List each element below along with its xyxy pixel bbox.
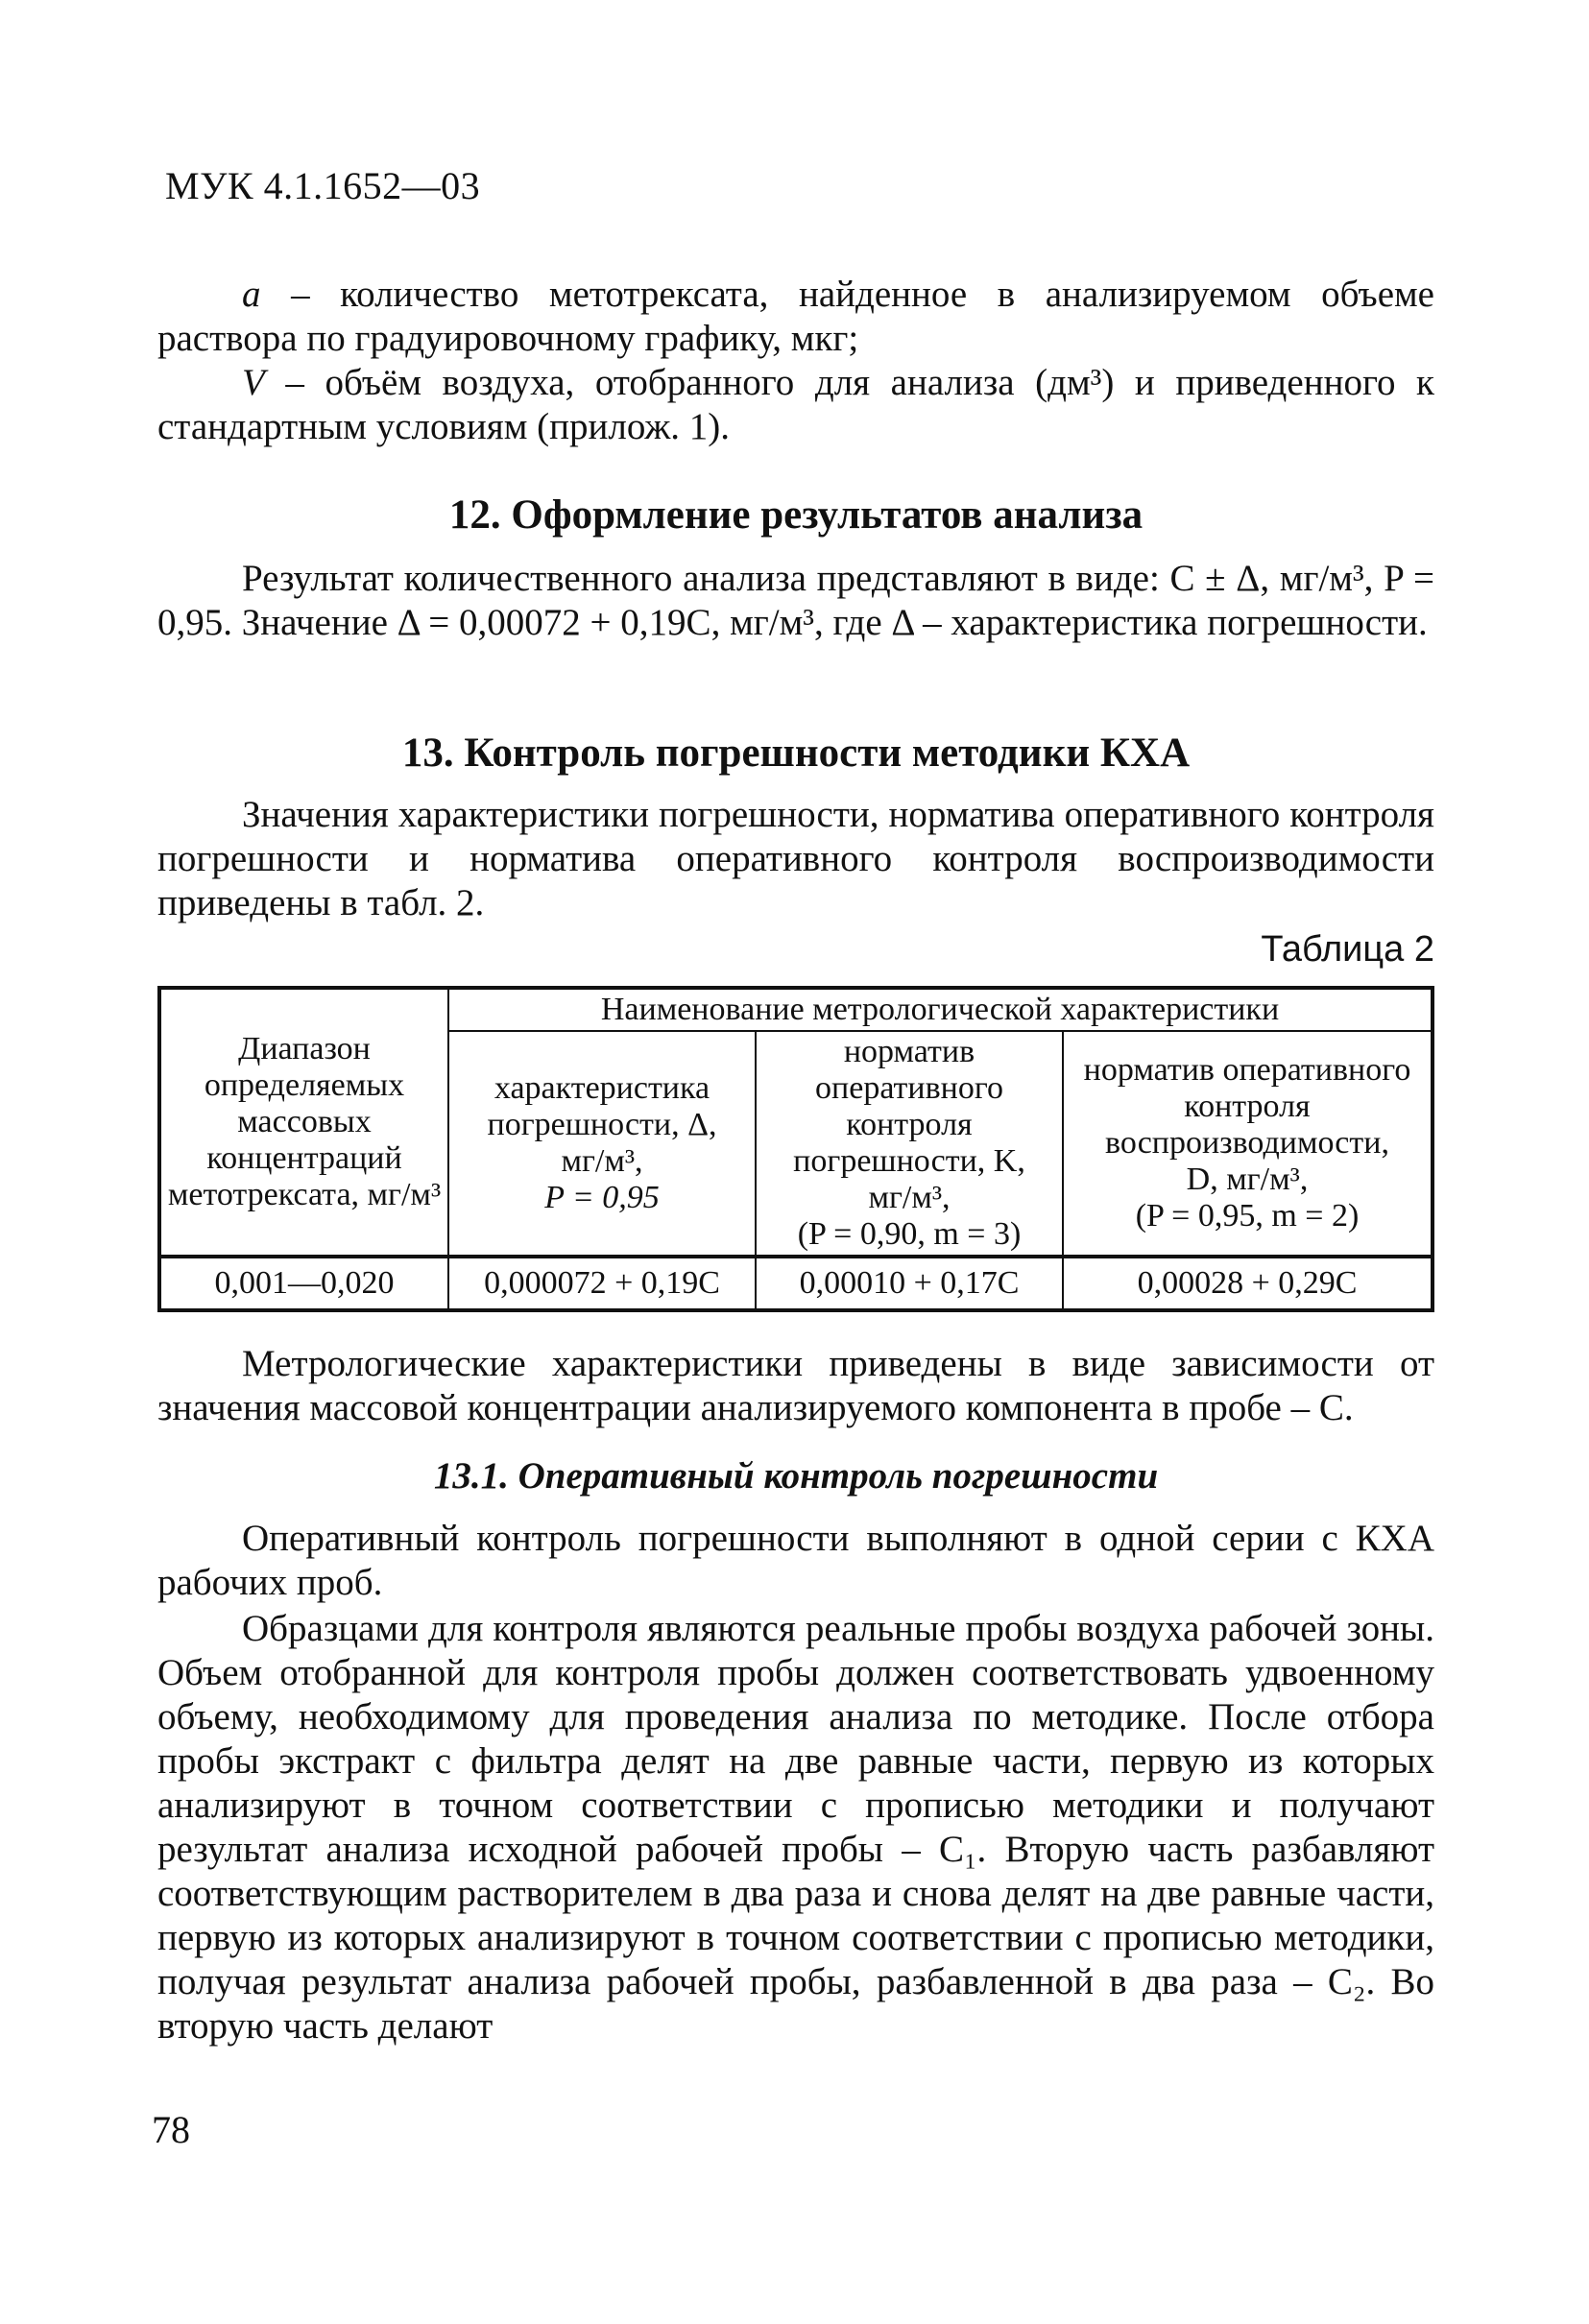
definition-a bbox=[157, 273, 1434, 361]
header-control-label: норматив оперативного контроля погрешности, K, bbox=[793, 1034, 1025, 1179]
cell-repro: 0,00028 + 0,29C bbox=[1063, 1257, 1433, 1310]
header-repro-prob: (P = 0,95, m = 2) bbox=[1135, 1198, 1360, 1234]
definitions-block bbox=[157, 273, 1434, 449]
header-error-characteristic bbox=[448, 1031, 756, 1257]
table-row bbox=[159, 1257, 1433, 1310]
section-12-paragraph: Результат количественного анализа представляют в виде: C ± Δ, мг/м³, P = 0,95. Значение Δ = 0,00072 + 0,19C, мг/м³, где Δ – характеристика погрешности. bbox=[157, 558, 1434, 643]
header-repro-unit: D, мг/м³, bbox=[1186, 1162, 1309, 1197]
header-error-label: характеристика погрешности, Δ, bbox=[487, 1070, 717, 1142]
section-12-heading: 12. Оформление результатов анализа bbox=[448, 492, 1144, 538]
cell-range: 0,001—0,020 bbox=[159, 1257, 448, 1310]
table-note-block bbox=[157, 1342, 1434, 1430]
header-group: Наименование метрологической характеристики bbox=[448, 988, 1433, 1031]
header-error-control bbox=[756, 1031, 1063, 1257]
section-12-body bbox=[157, 557, 1434, 645]
header-reproducibility bbox=[1063, 1031, 1433, 1257]
section-13-1-body bbox=[157, 1517, 1434, 2048]
section-13-1-paragraph-2: Образцами для контроля являются реальные пробы воздуха рабочей зоны. Объем отобранной для контроля пробы должен соответствовать удвоенному объему, необходимому для проведения анализа по методике. После отбора пробы экстракт с фильтра делят на две равные части, первую из которых анализируют в точном соответствии с прописью методики и получают результат анализа исходной рабочей пробы – C₁. Вторую часть разбавляют соответствующим растворителем в два раза и снова делят на две равные части, первую из которых анализируют в точном соответствии с прописью методики, получая результат анализа рабочей пробы, разбавленной в два раза – C₂. Во вторую часть делают bbox=[157, 1608, 1434, 2047]
page-number: 78 bbox=[152, 2108, 190, 2151]
section-13-body bbox=[157, 793, 1434, 925]
definition-a-text: – количество метотрексата, найденное в анализируемом объеме раствора по градуировочному графику, мкг; bbox=[157, 274, 1434, 359]
header-error-prob: P = 0,95 bbox=[544, 1180, 660, 1215]
section-13-paragraph: Значения характеристики погрешности, норматива оперативного контроля погрешности и норматива оперативного контроля воспроизводимости приведены в табл. 2. bbox=[157, 794, 1434, 923]
cell-error: 0,000072 + 0,19C bbox=[448, 1257, 756, 1310]
section-13-1-heading: 13.1. Оперативный контроль погрешности bbox=[433, 1455, 1159, 1497]
definition-v-text: – объём воздуха, отобранного для анализа (дм³) и приведенного к стандартным условиям (прилож. 1). bbox=[157, 362, 1434, 447]
definition-v-symbol: V bbox=[242, 362, 265, 403]
table-note: Метрологические характеристики приведены в виде зависимости от значения массовой концентрации анализируемого компонента в пробе – C. bbox=[157, 1343, 1434, 1428]
header-error-unit: мг/м³, bbox=[561, 1143, 643, 1179]
header-control-prob: (P = 0,90, m = 3) bbox=[797, 1216, 1022, 1252]
header-repro-label: норматив оперативного контроля воспроизводимости, bbox=[1083, 1052, 1411, 1161]
section-13-1-paragraph-1: Оперативный контроль погрешности выполняют в одной серии с КХА рабочих проб. bbox=[157, 1518, 1434, 1603]
header-control-unit: мг/м³, bbox=[868, 1180, 951, 1215]
definition-v bbox=[157, 361, 1434, 449]
definition-a-symbol: a bbox=[242, 274, 261, 315]
metrology-table bbox=[157, 986, 1434, 1312]
running-head: МУК 4.1.1652—03 bbox=[165, 164, 481, 207]
table-header-row-1 bbox=[159, 988, 1433, 1031]
header-range: Диапазон определяемых массовых концентраций метотрексата, мг/м³ bbox=[159, 988, 448, 1257]
section-13-heading: 13. Контроль погрешности методики КХА bbox=[401, 731, 1191, 776]
table-caption: Таблица 2 bbox=[1261, 929, 1434, 970]
cell-control: 0,00010 + 0,17C bbox=[756, 1257, 1063, 1310]
